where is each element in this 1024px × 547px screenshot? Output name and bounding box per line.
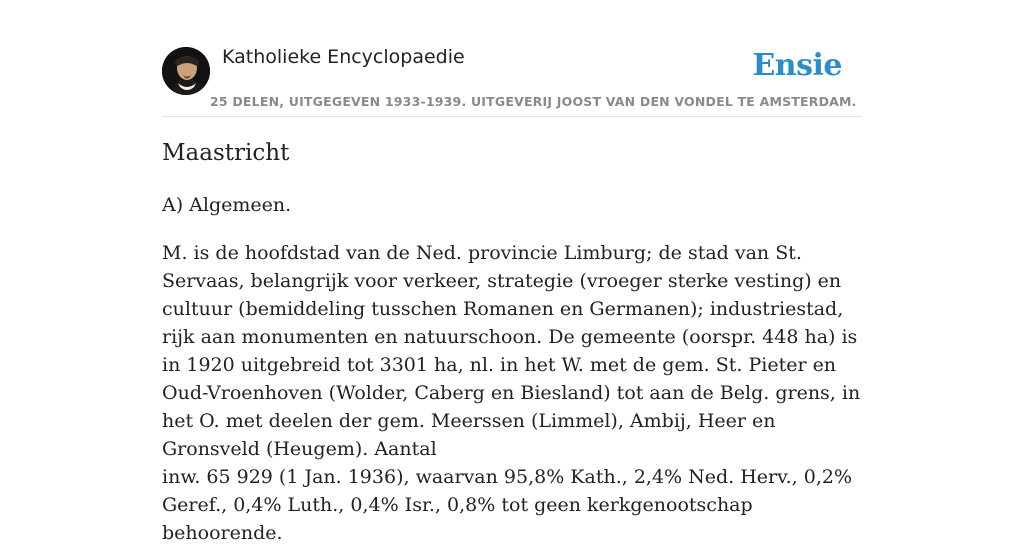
portrait-avatar-icon <box>162 47 210 95</box>
site-header <box>162 40 862 117</box>
book-title[interactable]: Katholieke Encyclopaedie <box>222 46 465 68</box>
brand-logo[interactable]: Ensie <box>752 48 842 83</box>
article-paragraph: M. is de hoofdstad van de Ned. provincie Limburg; de stad van St. Servaas, belangrijk voor verkeer, strategie (vroeger sterke vesting) en cultuur (bemiddeling tusschen Romanen en Germanen); industriestad, rijk aan monumenten en natuurschoon. De gemeente (oorspr. 448 ha) is in 1920 uitgebreid tot 3301 ha, nl. in het W. met de gem. St. Pieter en Oud-Vroenhoven (Wolder, Caberg en Biesland) tot aan de Belg. grens, in het O. met deelen der gem. Meerssen (Limmel), Ambij, Heer en Gronsveld (Heugem). Aantal <box>162 242 861 460</box>
section-heading: A) Algemeen. <box>162 194 292 216</box>
article-paragraph: inw. 65 929 (1 Jan. 1936), waarvan 95,8% Kath., 2,4% Ned. Herv., 0,2% Geref., 0,4% Luth., 0,4% Isr., 0,8% tot geen kerkgenootschap behoorende. <box>162 466 853 544</box>
book-subtitle: 25 DELEN, UITGEGEVEN 1933-1939. UITGEVERIJ JOOST VAN DEN VONDEL TE AMSTERDAM. <box>210 94 857 109</box>
page-title: Maastricht <box>162 140 290 166</box>
avatar[interactable] <box>162 47 210 95</box>
